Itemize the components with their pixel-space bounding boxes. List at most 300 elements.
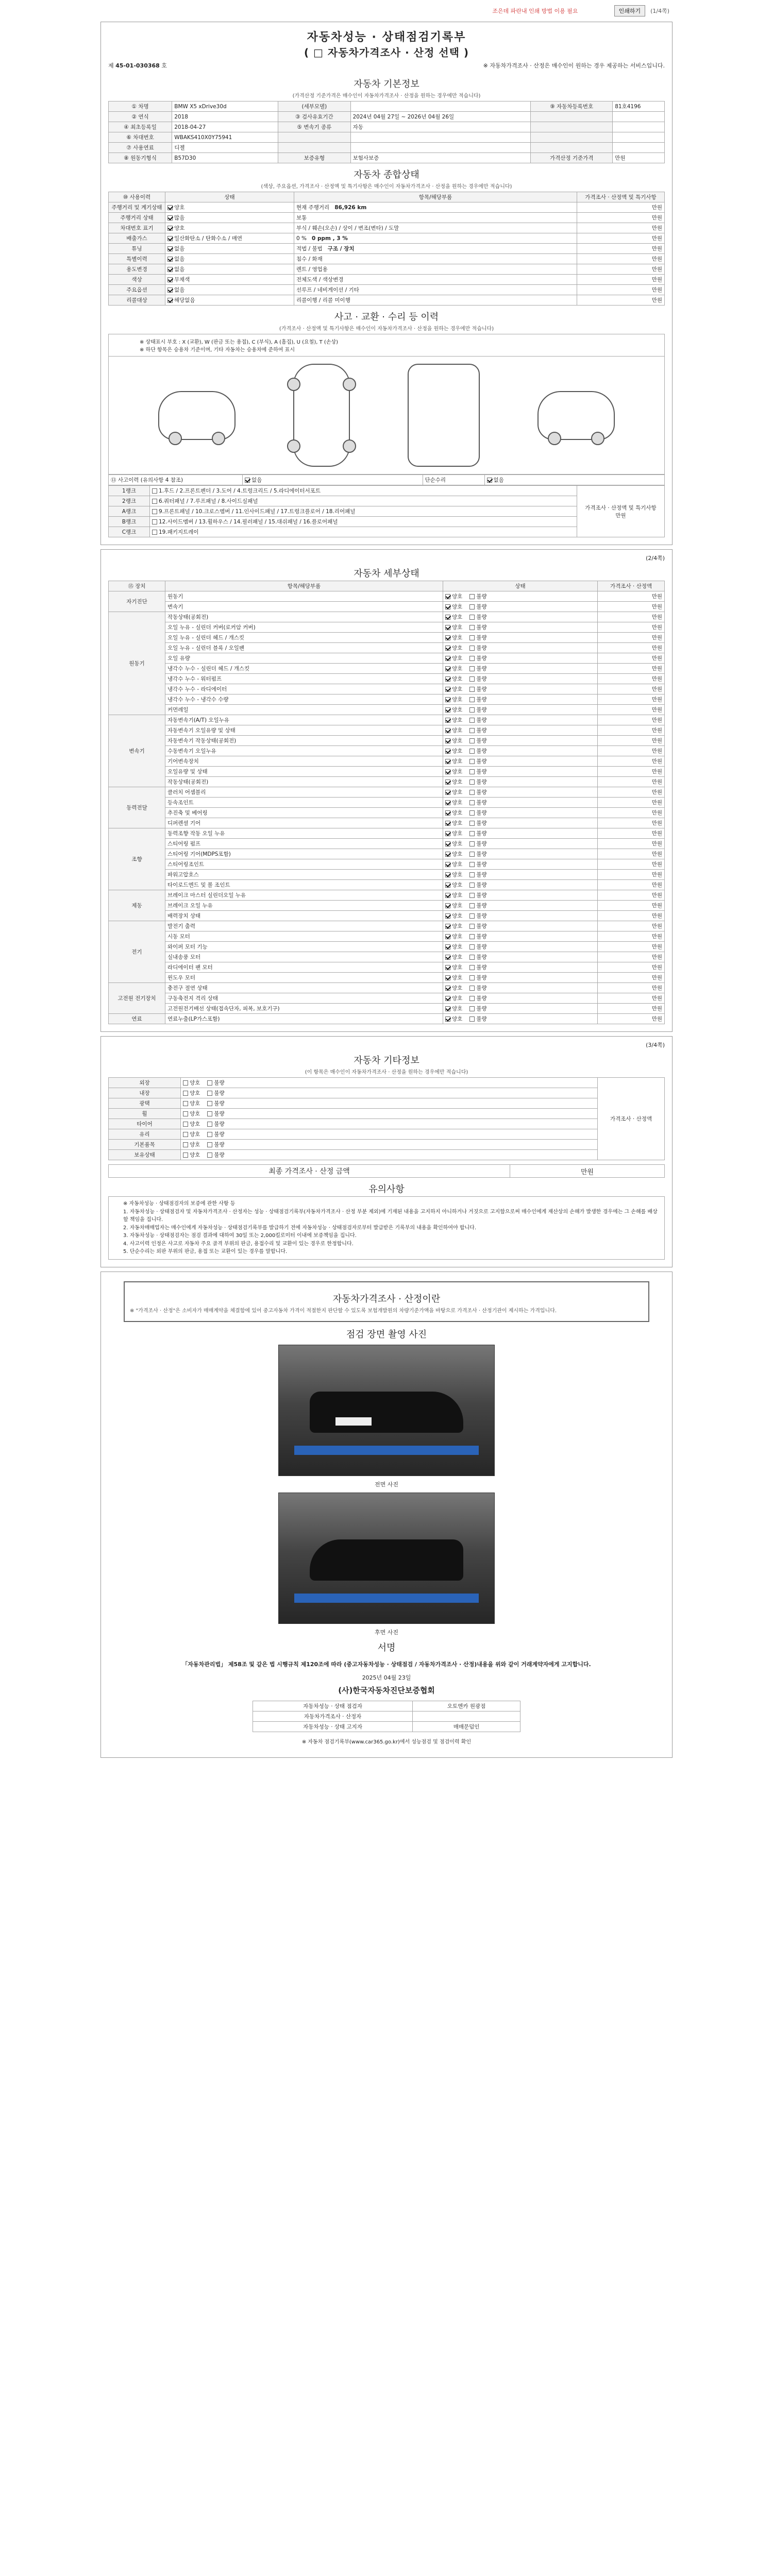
- checkbox-icon[interactable]: [469, 821, 475, 826]
- detail-state-cell: [443, 880, 598, 890]
- checkbox-icon[interactable]: [152, 499, 157, 504]
- state-good-option: [183, 1099, 200, 1107]
- checkbox-icon[interactable]: [469, 656, 475, 661]
- overall-detail-text: 침수 / 화재: [296, 256, 323, 262]
- state-good-option: [445, 757, 462, 765]
- state-good-label: 양호: [452, 635, 463, 641]
- checkbox-icon[interactable]: [445, 615, 450, 620]
- checkbox-icon[interactable]: [152, 488, 157, 494]
- state-good-option: [445, 860, 462, 868]
- state-bad-option: [469, 665, 486, 672]
- checkbox-icon[interactable]: [445, 934, 450, 939]
- detail-price-cell: 만원: [598, 962, 665, 973]
- checkbox-icon[interactable]: [207, 1111, 212, 1116]
- checkbox-icon[interactable]: [469, 955, 475, 960]
- state-bad-option: [469, 829, 486, 837]
- state-good-label: 양호: [452, 810, 463, 816]
- signer-role-notifier: 자동차성능 · 상태 고지자: [253, 1721, 413, 1732]
- detail-head-device: ⑮ 장치: [109, 581, 165, 591]
- basic-info-row: [109, 153, 665, 163]
- state-good-option: [445, 706, 462, 714]
- checkbox-icon[interactable]: [469, 975, 475, 980]
- checkbox-icon[interactable]: [469, 996, 475, 1001]
- detail-price-cell: 만원: [598, 901, 665, 911]
- page-3-indicator: (3/4쪽): [646, 1042, 665, 1048]
- basic-info-table: [108, 101, 665, 163]
- state-good-option: [445, 799, 462, 806]
- checkbox-icon[interactable]: [445, 707, 450, 713]
- overall-state-cell: [165, 254, 294, 264]
- checkbox-icon[interactable]: [469, 615, 475, 620]
- checkbox-icon[interactable]: [445, 790, 450, 795]
- inspection-photo-rear: [278, 1493, 495, 1624]
- checkbox-icon[interactable]: [183, 1111, 188, 1116]
- state-good-label: 양호: [452, 727, 463, 734]
- checkbox-icon[interactable]: [445, 738, 450, 743]
- checkbox-icon[interactable]: [167, 205, 173, 210]
- state-good-label: 양호: [452, 707, 463, 713]
- checkbox-icon[interactable]: [445, 955, 450, 960]
- state-bad-option: [469, 757, 486, 765]
- overall-detail-value: 86,926 km: [334, 205, 367, 211]
- overall-row: [109, 202, 665, 213]
- simple-repair-label: 단순수리: [423, 475, 484, 485]
- other-info-row: [109, 1109, 665, 1119]
- sign-section: [108, 1655, 665, 1750]
- checkbox-icon[interactable]: [445, 893, 450, 898]
- checkbox-icon[interactable]: [469, 718, 475, 723]
- state-bad-label: 불량: [214, 1080, 225, 1086]
- detail-price-cell: 만원: [598, 818, 665, 828]
- basic-v-cell: B57D30: [172, 153, 278, 163]
- detail-state-cell: [443, 725, 598, 736]
- checkbox-icon[interactable]: [445, 975, 450, 980]
- rank-grade: 1랭크: [109, 486, 150, 496]
- state-good-option: [445, 623, 462, 631]
- checkbox-icon[interactable]: [469, 862, 475, 867]
- checkbox-icon[interactable]: [469, 934, 475, 939]
- state-good-option: [445, 778, 462, 786]
- overall-detail-value: 구조 / 장치: [327, 246, 355, 252]
- checkbox-icon[interactable]: [469, 779, 475, 785]
- checkbox-icon[interactable]: [445, 841, 450, 846]
- checkbox-icon[interactable]: [445, 666, 450, 671]
- detail-item-label: 자동변속기(A/T) 오일누유: [165, 715, 443, 725]
- checkbox-icon[interactable]: [445, 913, 450, 919]
- legend-note: ※ 하단 항목은 승용차 기준이며, 기타 자동차는 승용차에 준하여 표시: [140, 347, 295, 353]
- checkbox-icon[interactable]: [445, 646, 450, 651]
- checkbox-icon[interactable]: [167, 267, 173, 272]
- checkbox-icon[interactable]: [469, 883, 475, 888]
- state-bad-option: [469, 933, 486, 940]
- checkbox-icon[interactable]: [445, 800, 450, 805]
- checkbox-icon[interactable]: [469, 594, 475, 599]
- other-info-subtitle: (이 항목은 매수인이 자동차가격조사 · 산정을 원하는 경우에만 적습니다): [305, 1070, 468, 1075]
- detail-price-cell: 만원: [598, 911, 665, 921]
- checkbox-icon[interactable]: [445, 883, 450, 888]
- other-info-row: [109, 1150, 665, 1160]
- accident-summary-table: [108, 474, 665, 485]
- checkbox-icon[interactable]: [445, 944, 450, 950]
- detail-state-cell: [443, 756, 598, 767]
- checkbox-icon[interactable]: [469, 913, 475, 919]
- state-bad-option: [469, 891, 486, 899]
- checkbox-icon[interactable]: [469, 1006, 475, 1011]
- detail-item-label: 타이로드엔드 및 볼 조인트: [165, 880, 443, 890]
- state-bad-label: 불량: [214, 1152, 225, 1158]
- checkbox-icon[interactable]: [469, 800, 475, 805]
- overall-row: [109, 275, 665, 285]
- state-bad-label: 불량: [476, 861, 487, 868]
- state-bad-label: 불량: [476, 975, 487, 981]
- checkbox-icon[interactable]: [207, 1142, 212, 1147]
- detail-price-cell: 만원: [598, 993, 665, 1004]
- basic-k2-cell: (세부모델): [278, 101, 350, 112]
- rank-parts: [150, 527, 577, 537]
- detail-item-label: 냉각수 누수 - 냉각수 수량: [165, 694, 443, 705]
- other-info-row: [109, 1119, 665, 1129]
- checkbox-icon[interactable]: [469, 852, 475, 857]
- detail-price-cell: 만원: [598, 849, 665, 859]
- detail-state-cell: [443, 643, 598, 653]
- state-bad-label: 불량: [214, 1090, 225, 1096]
- signatory-table: [253, 1701, 520, 1732]
- state-bad-label: 불량: [214, 1121, 225, 1127]
- detail-row: [109, 1004, 665, 1014]
- price-notice-box: [124, 1281, 649, 1322]
- state-bad-label: 불량: [476, 779, 487, 785]
- state-bad-label: 불량: [476, 769, 487, 775]
- checkbox-icon[interactable]: [445, 996, 450, 1001]
- checkbox-icon[interactable]: [183, 1122, 188, 1127]
- state-good-label: 양호: [190, 1090, 200, 1096]
- checkbox-icon[interactable]: [469, 666, 475, 671]
- detail-item-label: 실내송풍 모터: [165, 952, 443, 962]
- state-good-option: [183, 1151, 200, 1159]
- state-bad-label: 불량: [476, 964, 487, 971]
- state-good-option: [445, 685, 462, 693]
- photo-caption-front: 전면 사진: [374, 1481, 398, 1488]
- state-good-label: 양호: [452, 676, 463, 682]
- checkbox-icon[interactable]: [445, 986, 450, 991]
- basic-v-cell: BMW X5 xDrive30d: [172, 101, 278, 112]
- state-bad-option: [207, 1130, 224, 1138]
- overall-item-label: 리콜대상: [109, 295, 165, 306]
- basic-k2-cell: [278, 143, 350, 153]
- detail-row: [109, 839, 665, 849]
- state-bad-label: 불량: [476, 748, 487, 754]
- state-good-option: [445, 963, 462, 971]
- overall-item-label: 차대번호 표기: [109, 223, 165, 233]
- checkbox-icon[interactable]: [167, 277, 173, 282]
- detail-price-cell: 만원: [598, 839, 665, 849]
- checkbox-icon[interactable]: [445, 759, 450, 764]
- checkbox-icon[interactable]: [167, 246, 173, 251]
- checkbox-icon[interactable]: [469, 728, 475, 733]
- print-button[interactable]: 인쇄하기: [614, 5, 646, 16]
- checkbox-icon[interactable]: [469, 810, 475, 816]
- detail-state-cell: [443, 973, 598, 983]
- checkbox-icon[interactable]: [445, 656, 450, 661]
- basic-info-row: [109, 132, 665, 143]
- checkbox-icon[interactable]: [167, 226, 173, 231]
- car-top-view: [293, 364, 350, 467]
- detail-price-cell: 만원: [598, 756, 665, 767]
- detail-state-cell: [443, 808, 598, 818]
- checkbox-icon[interactable]: [469, 697, 475, 702]
- checkbox-icon[interactable]: [183, 1101, 188, 1106]
- checkbox-icon[interactable]: [445, 1006, 450, 1011]
- overall-item-label: 특별이력: [109, 254, 165, 264]
- checkbox-icon[interactable]: [445, 810, 450, 816]
- checkbox-icon[interactable]: [183, 1142, 188, 1147]
- detail-state-cell: [443, 870, 598, 880]
- checkbox-icon[interactable]: [207, 1122, 212, 1127]
- checkbox-icon[interactable]: [445, 604, 450, 609]
- checkbox-icon[interactable]: [207, 1080, 212, 1086]
- checkbox-icon[interactable]: [445, 779, 450, 785]
- other-info-state: [181, 1088, 598, 1098]
- state-bad-option: [469, 644, 486, 652]
- checkbox-icon[interactable]: [167, 215, 173, 221]
- overall-detail-text: 부식 / 훼손(오손) / 상이 / 변조(변타) / 도말: [296, 225, 399, 231]
- state-bad-label: 불량: [476, 707, 487, 713]
- checkbox-icon[interactable]: [469, 625, 475, 630]
- other-info-label: 외장: [109, 1078, 181, 1088]
- detail-row: [109, 1014, 665, 1024]
- checkbox-icon[interactable]: [167, 287, 173, 293]
- checkbox-icon[interactable]: [469, 635, 475, 640]
- other-info-label: 기본품목: [109, 1140, 181, 1150]
- checkbox-icon[interactable]: [445, 965, 450, 970]
- checkbox-icon[interactable]: [469, 986, 475, 991]
- detail-row: [109, 643, 665, 653]
- checkbox-icon[interactable]: [469, 749, 475, 754]
- state-bad-label: 불량: [476, 635, 487, 641]
- state-bad-option: [207, 1079, 224, 1087]
- detail-state-cell: [443, 962, 598, 973]
- detail-item-label: 윈도우 모터: [165, 973, 443, 983]
- state-bad-option: [469, 902, 486, 909]
- checkbox-icon[interactable]: [469, 646, 475, 651]
- detail-row: [109, 983, 665, 993]
- detail-row: [109, 756, 665, 767]
- detail-price-cell: 만원: [598, 808, 665, 818]
- checkbox-icon[interactable]: [207, 1101, 212, 1106]
- checkbox-icon[interactable]: [469, 924, 475, 929]
- state-good-option: [183, 1130, 200, 1138]
- detail-row: [109, 622, 665, 633]
- overall-item-label: 주행거리 및 계기상태: [109, 202, 165, 213]
- overall-detail-cell: [294, 223, 577, 233]
- checkbox-icon[interactable]: [469, 944, 475, 950]
- vehicle-diagram: [108, 357, 665, 474]
- detail-head-state: 상태: [443, 581, 598, 591]
- overall-item-label: 주요옵션: [109, 285, 165, 295]
- detail-state-cell: [443, 653, 598, 664]
- checkbox-icon[interactable]: [183, 1153, 188, 1158]
- overall-state-value: 많음: [174, 215, 185, 221]
- state-bad-label: 불량: [476, 954, 487, 960]
- rank-row: [109, 486, 665, 496]
- state-good-label: 양호: [452, 666, 463, 672]
- checkbox-icon[interactable]: [469, 903, 475, 908]
- detail-price-cell: 만원: [598, 942, 665, 952]
- state-bad-label: 불량: [476, 934, 487, 940]
- checkbox-icon[interactable]: [183, 1091, 188, 1096]
- checkbox-icon[interactable]: [445, 728, 450, 733]
- detail-price-cell: 만원: [598, 715, 665, 725]
- detail-item-label: 배력장치 상태: [165, 911, 443, 921]
- checkbox-icon[interactable]: [445, 852, 450, 857]
- car-frame-view: [408, 364, 480, 467]
- checkbox-icon[interactable]: [445, 862, 450, 867]
- state-good-option: [445, 665, 462, 672]
- detail-item-label: 자동변속기 오일유량 및 상태: [165, 725, 443, 736]
- caution-line: ※ 자동차성능 · 상태점검자의 보증에 관한 사항 등: [123, 1201, 236, 1207]
- checkbox-icon[interactable]: [469, 769, 475, 774]
- final-price-table: [108, 1164, 665, 1178]
- basic-v2-cell: 2024년 04월 27일 ~ 2026년 04월 26일: [350, 112, 531, 122]
- checkbox-icon[interactable]: [469, 738, 475, 743]
- basic-k3-cell: 가격산정 기준가격: [531, 153, 613, 163]
- checkbox-icon[interactable]: [152, 509, 157, 514]
- checkbox-icon[interactable]: [445, 872, 450, 877]
- detail-state-cell: [443, 715, 598, 725]
- state-good-option: [183, 1089, 200, 1097]
- overall-state-subtitle: (색상, 주요옵션, 가격조사 · 산정액 및 특기사항은 매수인이 자동차가격조사 · 산정을 원하는 경우에만 적습니다): [261, 184, 512, 190]
- detail-row: [109, 777, 665, 787]
- checkbox-icon[interactable]: [445, 903, 450, 908]
- detail-row: [109, 664, 665, 674]
- checkbox-icon[interactable]: [183, 1080, 188, 1086]
- detail-state-cell: [443, 901, 598, 911]
- checkbox-icon[interactable]: [445, 635, 450, 640]
- detail-price-cell: 만원: [598, 767, 665, 777]
- basic-k2-cell: ⑤ 변속기 종류: [278, 122, 350, 132]
- signer-role-inspector: 자동차성능 · 상태 점검자: [253, 1701, 413, 1711]
- signer-role-pricer: 자동차가격조사 · 산정자: [253, 1711, 413, 1721]
- detail-row: [109, 684, 665, 694]
- basic-info-row: [109, 143, 665, 153]
- state-good-label: 양호: [452, 717, 463, 723]
- checkbox-icon[interactable]: [167, 298, 173, 303]
- checkbox-icon[interactable]: [445, 831, 450, 836]
- state-bad-label: 불량: [476, 614, 487, 620]
- checkbox-icon[interactable]: [469, 872, 475, 877]
- detail-item-label: 기어변속장치: [165, 756, 443, 767]
- other-info-state: [181, 1109, 598, 1119]
- checkbox-icon[interactable]: [469, 1016, 475, 1022]
- detail-state-cell: [443, 839, 598, 849]
- state-bad-option: [207, 1110, 224, 1117]
- checkbox-icon[interactable]: [445, 594, 450, 599]
- detail-price-cell: 만원: [598, 674, 665, 684]
- other-info-state: [181, 1140, 598, 1150]
- detail-price-cell: 만원: [598, 828, 665, 839]
- sign-title: 서명: [377, 1642, 396, 1653]
- checkbox-icon[interactable]: [445, 1016, 450, 1022]
- overall-state-value: 무채색: [174, 277, 190, 283]
- detail-price-cell: 만원: [598, 921, 665, 931]
- overall-state-title: 자동차 종합상태: [354, 170, 419, 180]
- checkbox-icon[interactable]: [469, 604, 475, 609]
- checkbox-icon[interactable]: [445, 821, 450, 826]
- checkbox-icon[interactable]: [445, 718, 450, 723]
- checkbox-icon[interactable]: [183, 1132, 188, 1137]
- caution-line: 3. 자동차성능 · 상태점검자는 점검 결과에 대하여 30일 또는 2,000킬로미터 이내에 보증책임을 집니다.: [123, 1233, 357, 1239]
- detail-group-name: 제동: [109, 890, 165, 921]
- detail-price-cell: 만원: [598, 653, 665, 664]
- state-bad-label: 불량: [476, 738, 487, 744]
- state-good-option: [445, 840, 462, 848]
- checkbox-icon[interactable]: [469, 893, 475, 898]
- checkbox-icon[interactable]: [167, 257, 173, 262]
- state-bad-option: [207, 1151, 224, 1159]
- detail-item-label: 와이퍼 모터 기능: [165, 942, 443, 952]
- checkbox-icon[interactable]: [469, 790, 475, 795]
- checkbox-icon[interactable]: [445, 676, 450, 682]
- detail-row: [109, 705, 665, 715]
- detail-row: [109, 890, 665, 901]
- state-bad-label: 불량: [476, 1016, 487, 1022]
- state-bad-option: [469, 1005, 486, 1012]
- checkbox-icon[interactable]: [152, 530, 157, 535]
- detail-row: [109, 674, 665, 684]
- basic-info-row: [109, 101, 665, 112]
- checkbox-icon[interactable]: [167, 236, 173, 241]
- checkbox-icon[interactable]: [469, 687, 475, 692]
- overall-price-cell: 만원: [577, 285, 665, 295]
- state-bad-option: [469, 912, 486, 920]
- state-good-label: 양호: [452, 934, 463, 940]
- checkbox-icon[interactable]: [469, 965, 475, 970]
- detail-price-cell: 만원: [598, 694, 665, 705]
- state-bad-option: [469, 953, 486, 961]
- state-bad-label: 불량: [476, 697, 487, 703]
- state-good-label: 양호: [452, 697, 463, 703]
- checkbox-icon[interactable]: [469, 707, 475, 713]
- top-toolbar: [100, 0, 673, 22]
- checkbox-icon[interactable]: [469, 676, 475, 682]
- checkbox-icon[interactable]: [469, 759, 475, 764]
- wheel-icon: [212, 432, 225, 445]
- sign-body: 「자동차관리법」 제58조 및 같은 법 시행규칙 제120조에 따라 (중고자동차성능 · 상태점검 / 자동차가격조사 · 산정)내용을 위와 같이 거래계약자에게 고지합니다.: [182, 1660, 591, 1668]
- detail-item-label: 자동변속기 작동상태(공회전): [165, 736, 443, 746]
- basic-k-cell: ④ 최초등록일: [109, 122, 172, 132]
- photo-caption-rear: 후면 사진: [374, 1629, 398, 1636]
- detail-group-name: 변속기: [109, 715, 165, 787]
- checkbox-icon[interactable]: [445, 697, 450, 702]
- detail-row: [109, 993, 665, 1004]
- checkbox-icon[interactable]: [445, 749, 450, 754]
- checkbox-icon[interactable]: [445, 687, 450, 692]
- checkbox-icon[interactable]: [207, 1091, 212, 1096]
- checkbox-icon[interactable]: [152, 519, 157, 524]
- checkbox-icon[interactable]: [469, 831, 475, 836]
- state-bad-label: 불량: [476, 1006, 487, 1012]
- checkbox-icon[interactable]: [445, 924, 450, 929]
- state-bad-option: [469, 860, 486, 868]
- detail-state-cell: [443, 746, 598, 756]
- checkbox-icon[interactable]: [469, 841, 475, 846]
- overall-detail-text: 현재 주행거리: [296, 205, 330, 211]
- checkbox-icon[interactable]: [445, 625, 450, 630]
- checkbox-icon[interactable]: [207, 1132, 212, 1137]
- overall-row: [109, 213, 665, 223]
- checkbox-icon[interactable]: [207, 1153, 212, 1158]
- checkbox-icon[interactable]: [445, 769, 450, 774]
